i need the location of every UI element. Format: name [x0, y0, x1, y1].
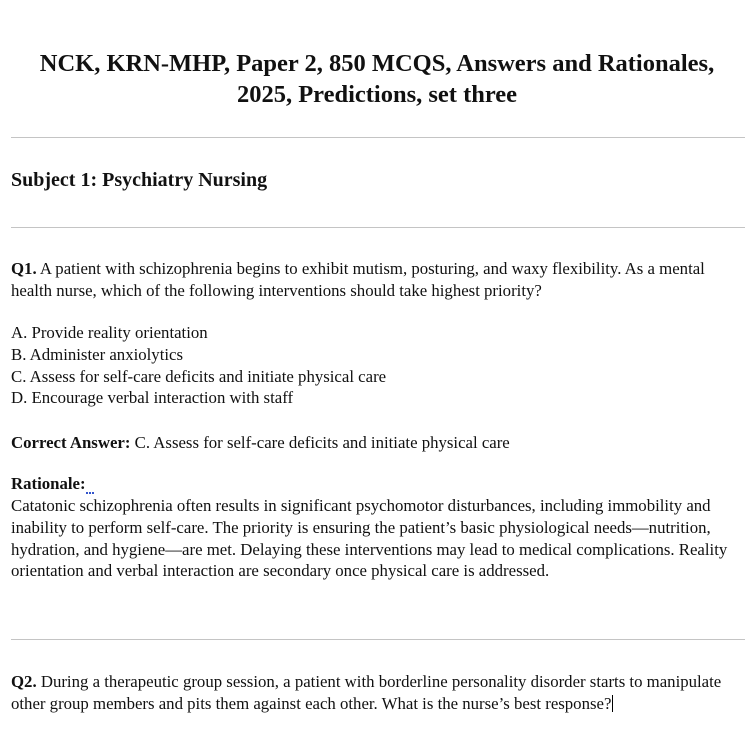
subject-heading: Subject 1: Psychiatry Nursing [11, 169, 268, 191]
question-2-label: Q2. [11, 672, 37, 691]
correct-answer-text: C. Assess for self-care deficits and initiate physical care [130, 433, 510, 452]
spellcheck-underline [86, 489, 94, 494]
question-1-text: A patient with schizophrenia begins to exhibit mutism, posturing, and waxy flexibility. As a mental health nurse, which of the following interventions should take highest priority? [11, 259, 705, 300]
divider [11, 137, 745, 138]
document-title [12, 48, 742, 110]
rationale-heading: Rationale: [11, 474, 86, 493]
text-cursor [612, 695, 613, 712]
question-2[interactable] [11, 671, 747, 715]
question-1 [11, 258, 747, 302]
question-1-label: Q1. [11, 259, 37, 278]
option-a: A. Provide reality orientation [11, 323, 208, 342]
question-2-text: During a therapeutic group session, a patient with borderline personality disorder starts to manipulate other group members and pits them against each other. What is the nurse’s best response? [11, 672, 722, 713]
title-line-1: NCK, KRN-MHP, Paper 2, 850 MCQS, Answers and Rationales, [39, 50, 715, 77]
title-line-2: 2025, Predictions, set three [236, 81, 518, 108]
question-1-options [11, 322, 747, 409]
divider [11, 639, 745, 640]
correct-answer-label: Correct Answer: [11, 433, 131, 452]
option-d: D. Encourage verbal interaction with staff [11, 388, 294, 408]
rationale-text: Catatonic schizophrenia often results in significant psychomotor disturbances, including immobility and inability to perform self-care. The priority is ensuring the patient’s basic physiological needs—nutrition, hydration, and hygiene—are met. Delaying these interventions may lead to medical complications. Reality orientation and verbal interaction are secondary once physical care is addressed. [11, 496, 728, 581]
divider [11, 227, 745, 228]
option-c: C. Assess for self-care deficits and initiate physical care [11, 366, 387, 386]
correct-answer [11, 432, 747, 454]
option-b: B. Administer anxiolytics [11, 344, 183, 364]
